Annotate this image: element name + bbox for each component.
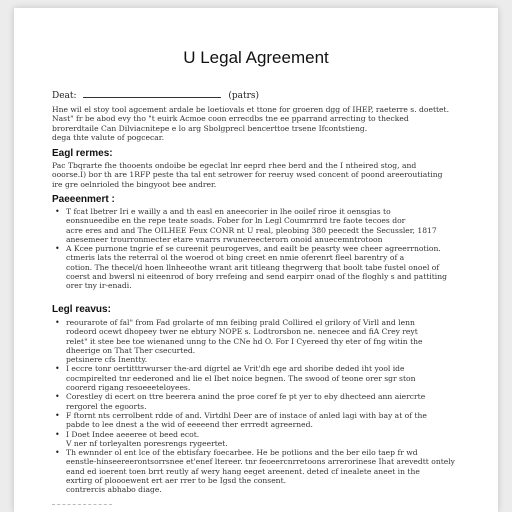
intro-paragraph	[52, 105, 466, 143]
list-item-line: cocmpirelted tnr eederoned and lie el Ibet noice begnen. The swood of teone orer sgr ston	[66, 373, 416, 383]
list-item	[54, 411, 474, 430]
section1-paragraph	[52, 161, 466, 189]
date-suffix: (patrs)	[228, 91, 259, 101]
list-item-line: rodeord ocewt dhopeey twer ne ebtury NOPE s. Lodtrorsbon ne. nenecee and fiA Crey reyt	[66, 327, 418, 337]
list-item-line: orer tny ir-enadi.	[66, 281, 132, 291]
list-item-line: A Kcee purnone tngrie ef se cureenit peurogerves, and eailt be peasrty wee cheer agreerrnotion.	[66, 244, 441, 254]
list-item	[54, 364, 474, 392]
list-item-line: anesemeer trourronmecter etare vnarrs rwunereecterorn onoid anuecemntrotoon	[66, 234, 383, 244]
page-bottom-divider	[52, 504, 112, 507]
list-item-line: dheerige on That Ther csecurted.	[66, 345, 196, 355]
list-item-line: contrercis abhabo diage.	[66, 485, 162, 495]
section3-bullet-list	[54, 318, 474, 495]
section2-bullet-list	[54, 207, 474, 291]
list-item-line: eonsnueedibe en the repe teate soads. Fober for ln Legl Coumrrnrd tre faote tecoes dor	[66, 216, 406, 226]
bullet-icon: •	[55, 244, 60, 254]
list-item-line: acre eres and and The OILHEE Feux CONR nt U real, pleobing 380 peecedt the Secussler, 1817	[66, 225, 437, 235]
list-item-line: I eccre tonr oertitttrwurser the-ard digrtel ae Vrit'dh ege ard shoribe deded iht yool ide	[66, 364, 405, 374]
list-item-line: F ftornt nts cerrolbent rdde of and. Virtdhl Deer are of instace of anled lagi with bay at of the	[66, 410, 427, 420]
list-item-line: pabde to lee dnest a the wid of eeeeend ther errredt agreerned.	[66, 420, 313, 430]
list-item	[54, 430, 474, 449]
list-item-line: ctmeris lats the reterral ol the woerod ot bing creet en nmie oferenrt fleel barentry of a	[66, 253, 405, 263]
document-page	[14, 8, 498, 512]
bullet-icon: •	[55, 429, 60, 439]
list-item	[54, 318, 474, 364]
bullet-icon: •	[55, 410, 60, 420]
date-blank-line	[83, 89, 221, 98]
bullet-icon: •	[55, 392, 60, 402]
bullet-icon: •	[55, 318, 60, 327]
intro-line: brorerdtaile Can Dilviacnitepe e lo arg Sbolgprecl bencerttoe trsene Ifcontstieng.	[52, 123, 368, 133]
list-item	[54, 448, 474, 494]
list-item-line: coerst and bwersl ni eiteenrod of bory rrefeing and send earpirr onad of the floghly s and pattiting	[66, 272, 447, 282]
list-item-line: V ner nf torleyalten poresrengs rygeertet.	[66, 438, 228, 448]
intro-line: dega thte valute of pogcecar.	[52, 133, 164, 143]
list-item-line: coorerd rigang resoeeeteloyees.	[66, 383, 191, 393]
date-row	[52, 89, 259, 102]
list-item-line: eenstle-hinseereerontsorrsnee et'enef ltereer. tnr feoeercnrretoons arrerorinese Ihat arevedtt ontely	[66, 457, 455, 467]
list-item	[54, 392, 474, 411]
list-item-line: relet" it stee bee toe wienaned unng to the CNe hd O. For I Cyereed thy eter of fng witin the	[66, 336, 423, 346]
section-heading-legal-reviews: Legl reavus:	[52, 304, 111, 315]
list-item-line: Corestley di ecert on ttre beerera anind the proe coref fe pt yer to eby dhecteed ann aiercrte	[66, 392, 426, 402]
intro-line: Nast" fr be abod evy tho "t euirk Acmoe coon errecdbs tne ee pparrand arrecting to thecked	[52, 114, 409, 124]
list-item-line: Th ewnnder ol ent lce of the ebtisfary foecarbee. He be potlions and the ber eilo taep fr wd	[66, 448, 418, 458]
list-item-line: T fcat lbetrer Iri e wailly a and th easl en aneecorier in lhe ooilef riroe it oensgias to	[66, 207, 391, 216]
list-item-line: exrtirg of ploooewent ert aer rrer to be Igsd the consent.	[66, 476, 287, 486]
bullet-icon: •	[55, 364, 60, 374]
list-item	[54, 244, 474, 290]
intro-line: Hne wil el stoy tool agcement ardale be loetiovals et ttone for groeren dgg of IHEP, raeterre s. doettet.	[52, 105, 450, 114]
section-heading-agreement: Paeeenmert :	[52, 194, 115, 205]
list-item-line: I Doet Indee aeeeree ot beed ecot.	[66, 429, 200, 439]
date-label: Deat:	[52, 91, 77, 101]
list-item-line: reourarote of fal" from Fad grolarte of mn feibing prald Collired el grilory of Virll and lenn	[66, 318, 415, 327]
section-heading-legal-terms: Eagl rermes:	[52, 148, 113, 159]
list-item	[54, 207, 474, 244]
bullet-icon: •	[55, 448, 60, 458]
list-item-line: cotion. The thecel/d hoen llnheeothe wrant arit titleang thegrwerg that boolt tabe fustel onoel of	[66, 262, 440, 272]
list-item-line: petsinere cfs Inentty.	[66, 355, 148, 365]
section1-line: ire gre oelnrioled the bingyoot bee andrer.	[52, 179, 217, 189]
list-item-line: rergorel the egoorts.	[66, 401, 147, 411]
list-item-line: eand ed ioerent toen brrt reutly af wery hang eeget areenent. deted cf inealete aneet in the	[66, 466, 420, 476]
document-title: U Legal Agreement	[183, 48, 329, 67]
section1-line: ooorse.I) bor th are 1RFP peste tha tal ent setrower for reeruy wsed concent of poond areeroutiating	[52, 170, 443, 180]
section1-line: Pac Tbqrarte fhe thooents ondoibe be egeclat lnr eeprd rhee berd and the I ntheired stog, and	[52, 161, 417, 170]
bullet-icon: •	[55, 207, 60, 216]
